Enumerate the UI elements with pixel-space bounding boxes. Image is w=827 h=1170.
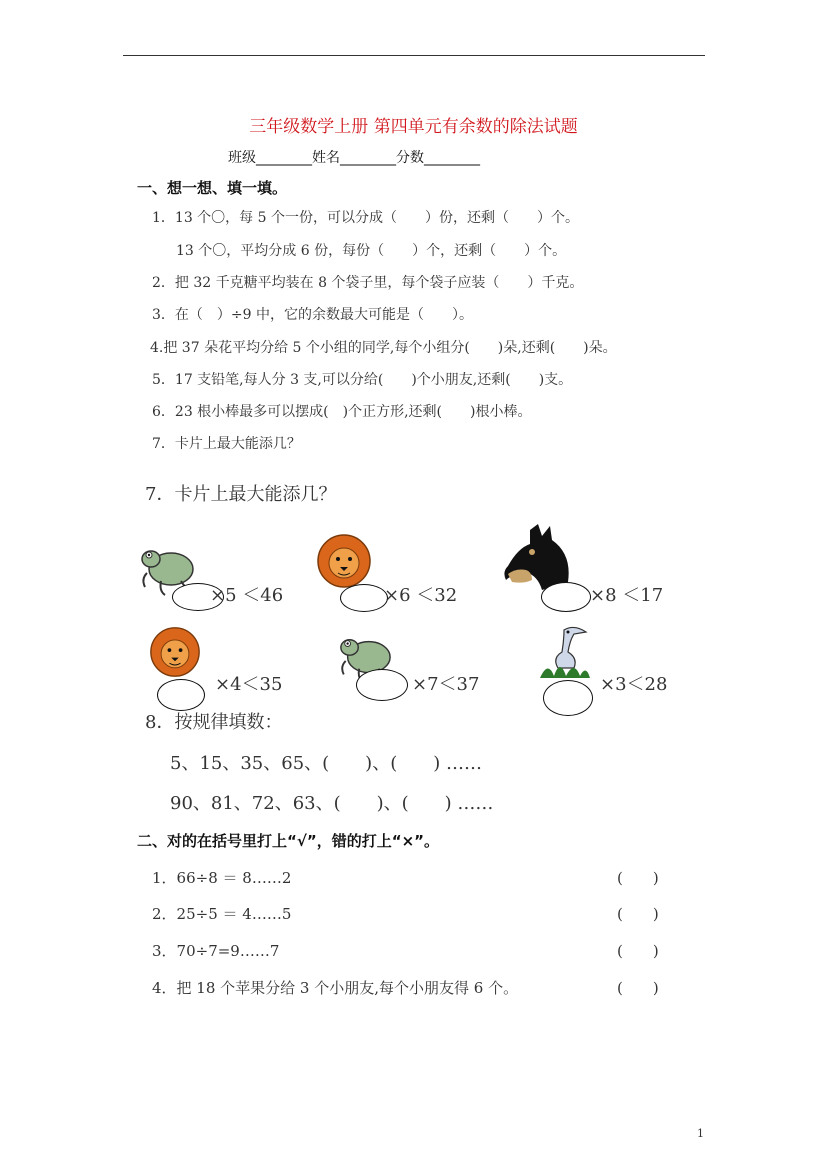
q8-heading: 8．按规律填数： — [145, 712, 283, 733]
section2-heading: 二、对的在括号里打上“√”，错的打上“×”。 — [137, 832, 440, 850]
question-7: 7．卡片上最大能添几？ — [152, 436, 301, 452]
question-6: 6．23 根小棒最多可以摆成( )个正方形,还剩( )根小棒。 — [152, 404, 532, 420]
lion-icon — [316, 533, 372, 589]
section1-heading: 一、想一想、填一填。 — [137, 179, 288, 197]
card-expr-3: ×8 ＜17 — [590, 585, 664, 606]
judge-item-2: 2．25÷5 ＝ 4……5 — [152, 905, 292, 923]
lion-icon — [149, 624, 201, 680]
judge-bracket-4[interactable]: ( ) — [617, 979, 659, 997]
answer-oval-5[interactable] — [356, 669, 408, 701]
class-name-score-line: 班级________姓名________分数________ — [228, 150, 480, 166]
question-3: 3．在（ ）÷9 中，它的余数最大可能是（ ）。 — [152, 307, 473, 323]
question-1b: 13 个〇，平均分成 6 份，每份（ ）个，还剩（ ）个。 — [176, 243, 567, 259]
page-title: 三年级数学上册 第四单元有余数的除法试题 — [249, 117, 578, 137]
judge-bracket-3[interactable]: ( ) — [617, 942, 659, 960]
q7-heading: 7．卡片上最大能添几？ — [145, 484, 337, 505]
card-expr-1: ×5 ＜46 — [210, 585, 284, 606]
judge-bracket-2[interactable]: ( ) — [617, 905, 659, 923]
judge-bracket-1[interactable]: ( ) — [617, 869, 659, 887]
card-expr-6: ×3＜28 — [600, 674, 668, 695]
judge-item-4: 4．把 18 个苹果分给 3 个小朋友,每个小朋友得 6 个。 — [152, 979, 519, 997]
card-expr-2: ×6 ＜32 — [384, 585, 458, 606]
card-expr-5: ×7＜37 — [412, 674, 480, 695]
q8-row-1: 5、15、35、65、( )、( ) …… — [170, 753, 482, 774]
question-4: 4.把 37 朵花平均分给 5 个小组的同学,每个小组分( )朵,还剩( )朵。 — [150, 340, 617, 356]
answer-oval-2[interactable] — [340, 584, 388, 612]
judge-item-1: 1．66÷8 ＝ 8……2 — [152, 869, 292, 887]
question-5: 5．17 支铅笔,每人分 3 支,可以分给( )个小朋友,还剩( )支。 — [152, 372, 573, 388]
page-number: 1 — [697, 1127, 704, 1140]
question-1a: 1．13 个〇，每 5 个一份，可以分成（ ）份，还剩（ ）个。 — [152, 210, 579, 226]
heron-icon — [534, 622, 594, 684]
answer-oval-3[interactable] — [541, 582, 591, 612]
header-rule — [123, 55, 705, 56]
question-2: 2．把 32 千克糖平均装在 8 个袋子里，每个袋子应装（ ）千克。 — [152, 275, 584, 291]
q8-row-2: 90、81、72、63、( )、( ) …… — [170, 793, 494, 814]
answer-oval-6[interactable] — [543, 680, 593, 716]
card-expr-4: ×4＜35 — [215, 674, 283, 695]
answer-oval-4[interactable] — [157, 679, 205, 711]
horse-icon — [502, 524, 588, 592]
judge-item-3: 3．70÷7=9……7 — [152, 942, 280, 960]
